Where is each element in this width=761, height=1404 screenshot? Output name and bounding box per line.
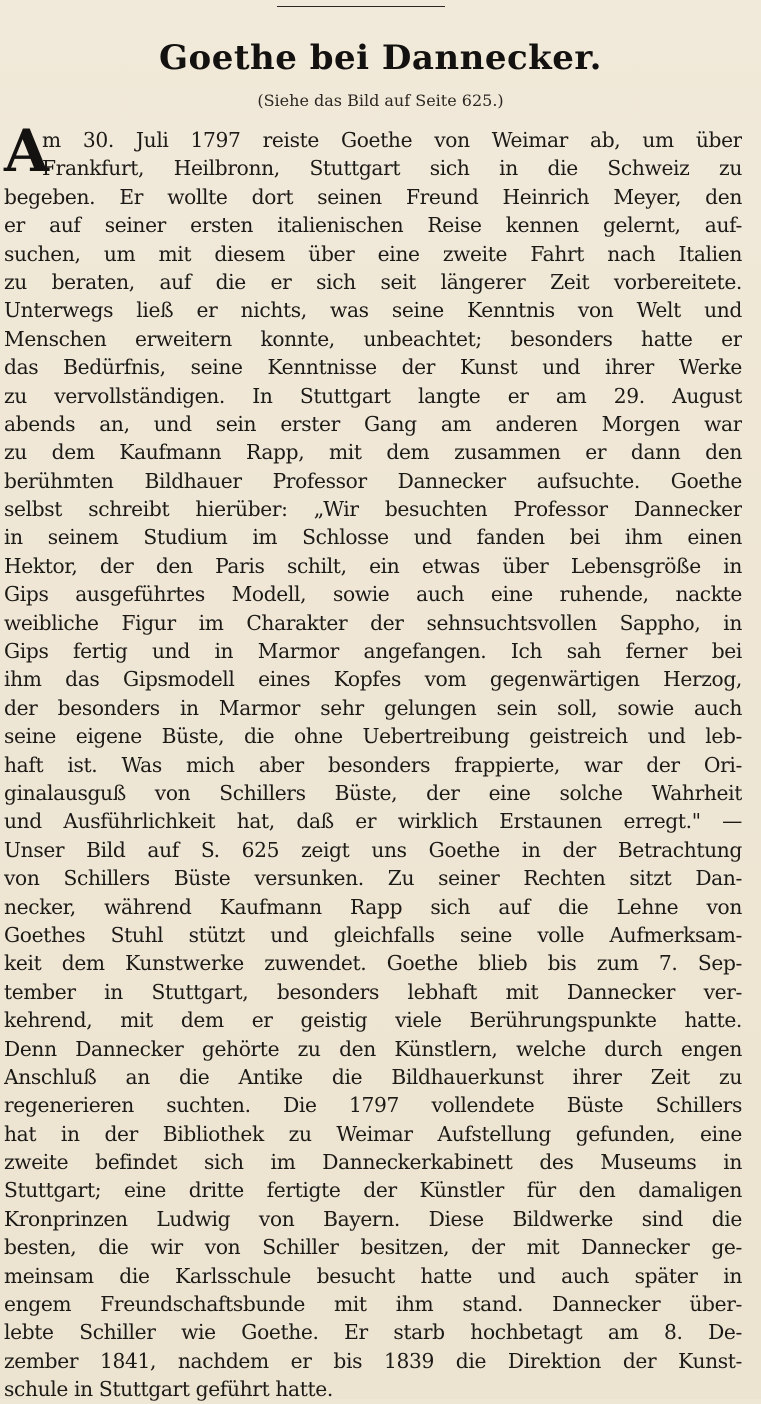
- text-line: m 30. Juli 1797 reiste Goethe von Weimar ab, um über: [42, 128, 742, 152]
- text-line: Gips ausgeführtes Modell, sowie auch eine ruhende, nackte: [4, 582, 742, 607]
- text-line: weibliche Figur im Charakter der sehnsuchtsvollen Sappho, in: [4, 610, 742, 635]
- text-line: suchen, um mit diesem über eine zweite Fahrt nach Italien: [4, 241, 742, 266]
- text-line: und Ausführlichkeit hat, daß er wirklich Erstaunen erregt." —: [4, 809, 742, 834]
- text-line: ihm das Gipsmodell eines Kopfes vom gegenwärtigen Herzog,: [4, 667, 742, 692]
- text-line: ginalausguß von Schillers Büste, der eine solche Wahrheit: [4, 780, 742, 805]
- text-line: Denn Dannecker gehörte zu den Künstlern, welche durch engen: [4, 1036, 742, 1061]
- text-line: das Bedürfnis, seine Kenntnisse der Kunst und ihrer Werke: [4, 355, 742, 380]
- text-line: zember 1841, nachdem er bis 1839 die Direktion der Kunst-: [4, 1348, 742, 1373]
- text-line: er auf seiner ersten italienischen Reise kennen gelernt, auf-: [4, 213, 742, 238]
- text-line: berühmten Bildhauer Professor Dannecker aufsuchte. Goethe: [4, 468, 742, 493]
- text-line: necker, während Kaufmann Rapp sich auf die Lehne von: [4, 894, 742, 919]
- text-line: zu dem Kaufmann Rapp, mit dem zusammen er dann den: [4, 440, 742, 465]
- text-line: lebte Schiller wie Goethe. Er starb hochbetagt am 8. De-: [4, 1320, 742, 1345]
- text-line: meinsam die Karlsschule besucht hatte und auch später in: [4, 1263, 742, 1288]
- text-line: zweite befindet sich im Danneckerkabinett des Museums in: [4, 1150, 742, 1175]
- text-line: von Schillers Büste versunken. Zu seiner Rechten sitzt Dan-: [4, 866, 742, 891]
- text-line: Hektor, der den Paris schilt, ein etwas über Lebensgröße in: [4, 553, 742, 578]
- text-line: zu vervollständigen. In Stuttgart langte er am 29. August: [4, 383, 742, 408]
- text-line: in seinem Studium im Schlosse und fanden bei ihm einen: [4, 525, 742, 550]
- article-title: Goethe bei Dannecker.: [158, 38, 602, 78]
- text-line: besten, die wir von Schiller besitzen, der mit Dannecker ge-: [4, 1235, 742, 1260]
- text-line: selbst schreibt hierüber: „Wir besuchten Professor Dannecker: [4, 497, 742, 522]
- article-subtitle: (Siehe das Bild auf Seite 625.): [257, 91, 504, 110]
- text-line: Frankfurt, Heilbronn, Stuttgart sich in die Schweiz zu: [42, 156, 742, 181]
- article-lines: [4, 126, 752, 1404]
- text-line: hat in der Bibliothek zu Weimar Aufstellung gefunden, eine: [4, 1121, 742, 1146]
- text-line: Stuttgart; eine dritte fertigte der Künstler für den damaligen: [4, 1178, 742, 1203]
- text-line: tember in Stuttgart, besonders lebhaft mit Dannecker ver-: [4, 979, 742, 1004]
- text-line: Unser Bild auf S. 625 zeigt uns Goethe in der Betrachtung: [4, 837, 742, 862]
- text-line: zu beraten, auf die er sich seit längerer Zeit vorbereitete.: [4, 269, 742, 294]
- text-line: Goethes Stuhl stützt und gleichfalls seine volle Aufmerksam-: [4, 922, 742, 947]
- text-line: haft ist. Was mich aber besonders frappierte, war der Ori-: [4, 752, 742, 777]
- text-line: Kronprinzen Ludwig von Bayern. Diese Bildwerke sind die: [4, 1206, 742, 1231]
- text-line: Gips fertig und in Marmor angefangen. Ich sah ferner bei: [4, 639, 742, 664]
- text-line: schule in Stuttgart geführt hatte.: [4, 1377, 333, 1402]
- text-line: regenerieren suchten. Die 1797 vollendete Büste Schillers: [4, 1093, 742, 1118]
- text-line: Anschluß an die Antike die Bildhauerkunst ihrer Zeit zu: [4, 1064, 742, 1089]
- text-line: kehrend, mit dem er geistig viele Berührungspunkte hatte.: [4, 1008, 742, 1033]
- text-line: seine eigene Büste, die ohne Uebertreibung geistreich und leb-: [4, 724, 742, 749]
- text-line: Unterwegs ließ er nichts, was seine Kenntnis von Welt und: [4, 298, 742, 323]
- text-line: keit dem Kunstwerke zuwendet. Goethe blieb bis zum 7. Sep-: [4, 951, 742, 976]
- article-body: [4, 117, 752, 1404]
- drop-cap: A: [4, 117, 49, 185]
- text-line: begeben. Er wollte dort seinen Freund Heinrich Meyer, den: [4, 184, 742, 209]
- text-line: der besonders in Marmor sehr gelungen sein soll, sowie auch: [4, 695, 742, 720]
- top-rule: [277, 6, 445, 7]
- text-line: engem Freundschaftsbunde mit ihm stand. Dannecker über-: [4, 1292, 742, 1317]
- text-line: abends an, und sein erster Gang am anderen Morgen war: [4, 411, 742, 436]
- text-line: Menschen erweitern konnte, unbeachtet; besonders hatte er: [4, 326, 742, 351]
